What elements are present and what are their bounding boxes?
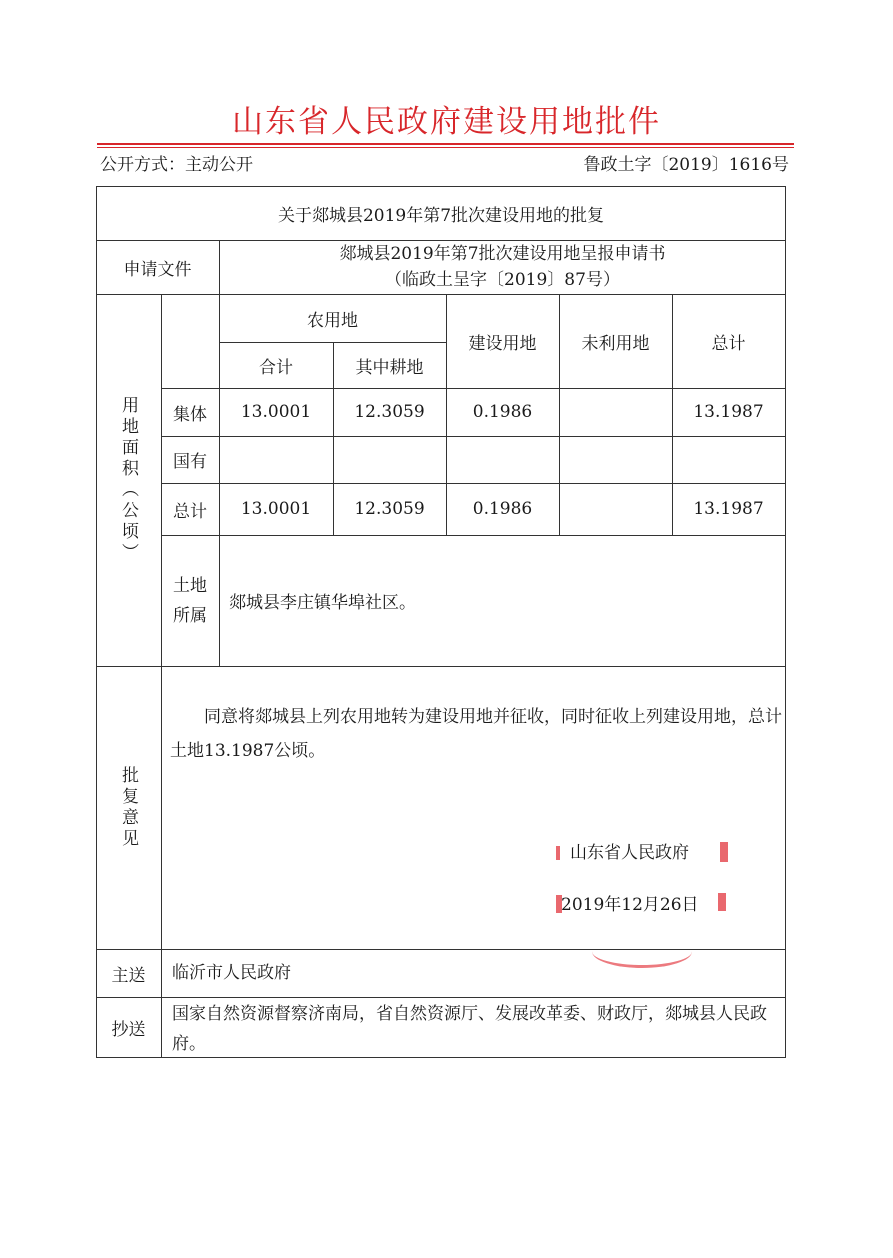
approval-text: 同意将郯城县上列农用地转为建设用地并征收，同时征收上列建设用地，总计土地13.1987公顷。 (170, 707, 782, 761)
row-label-collective: 集体 (173, 404, 207, 425)
collective-cultivated: 12.3059 (354, 402, 425, 422)
header-subtotal: 合计 (259, 357, 293, 378)
main-recipient-label: 主送 (111, 965, 146, 986)
document-number: 鲁政土字〔2019〕1616号 (583, 155, 789, 175)
state-construction (446, 436, 559, 483)
state-unused (559, 436, 672, 483)
signer: 山东省人民政府 (570, 843, 689, 863)
collective-subtotal: 13.0001 (240, 402, 312, 422)
disclosure-method: 公开方式：主动公开 (100, 155, 253, 175)
approval-label: 批复意见 (118, 765, 138, 850)
state-cultivated (333, 436, 446, 483)
main-recipient-value: 临沂市人民政府 (172, 963, 291, 983)
ownership-value: 郯城县李庄镇华埠社区。 (229, 593, 416, 613)
document-title: 山东省人民政府建设用地批件 (232, 104, 661, 140)
ownership-label-line-1: 土地 (173, 575, 207, 596)
collective-unused (559, 388, 672, 436)
row-label-total: 总计 (173, 501, 207, 522)
header-farmland: 农用地 (307, 310, 358, 331)
state-total (672, 436, 785, 483)
cc-value: 国家自然资源督察济南局，省自然资源厅、发展改革委、财政厅，郯城县人民政府。 (172, 1004, 767, 1054)
application-line-2: （临政土呈字〔2019〕87号） (385, 270, 620, 290)
approval-label-cell (96, 666, 161, 949)
header-unused: 未利用地 (581, 333, 650, 354)
total-total: 13.1987 (693, 499, 764, 519)
total-subtotal: 13.0001 (240, 499, 312, 519)
ownership-label-line-2: 所属 (173, 605, 207, 626)
header-cultivated: 其中耕地 (355, 357, 424, 378)
collective-total: 13.1987 (693, 402, 764, 422)
seal-fragment (718, 893, 726, 911)
state-subtotal (219, 436, 333, 483)
area-label-cell (96, 294, 161, 666)
header-total: 总计 (711, 333, 746, 354)
approval-date: 2019年12月26日 (561, 895, 699, 915)
header-rule-thin (97, 147, 794, 148)
row-label-state-owned: 国有 (173, 452, 207, 472)
header-construction: 建设用地 (468, 333, 537, 354)
reply-title: 关于郯城县2019年第7批次建设用地的批复 (277, 205, 605, 226)
ownership-label (161, 535, 219, 666)
area-label: 用地面积（公顷） (118, 396, 138, 564)
collective-construction: 0.1986 (472, 402, 533, 422)
total-unused (559, 483, 672, 535)
total-construction: 0.1986 (472, 499, 533, 519)
application-line-1: 郯城县2019年第7批次建设用地呈报申请书 (339, 244, 666, 264)
application-document (219, 240, 786, 294)
seal-fragment (720, 842, 728, 862)
cc-label: 抄送 (111, 1019, 146, 1040)
total-cultivated: 12.3059 (354, 499, 425, 519)
header-rule (97, 143, 794, 145)
application-label: 申请文件 (123, 259, 192, 280)
seal-fragment (556, 846, 560, 860)
